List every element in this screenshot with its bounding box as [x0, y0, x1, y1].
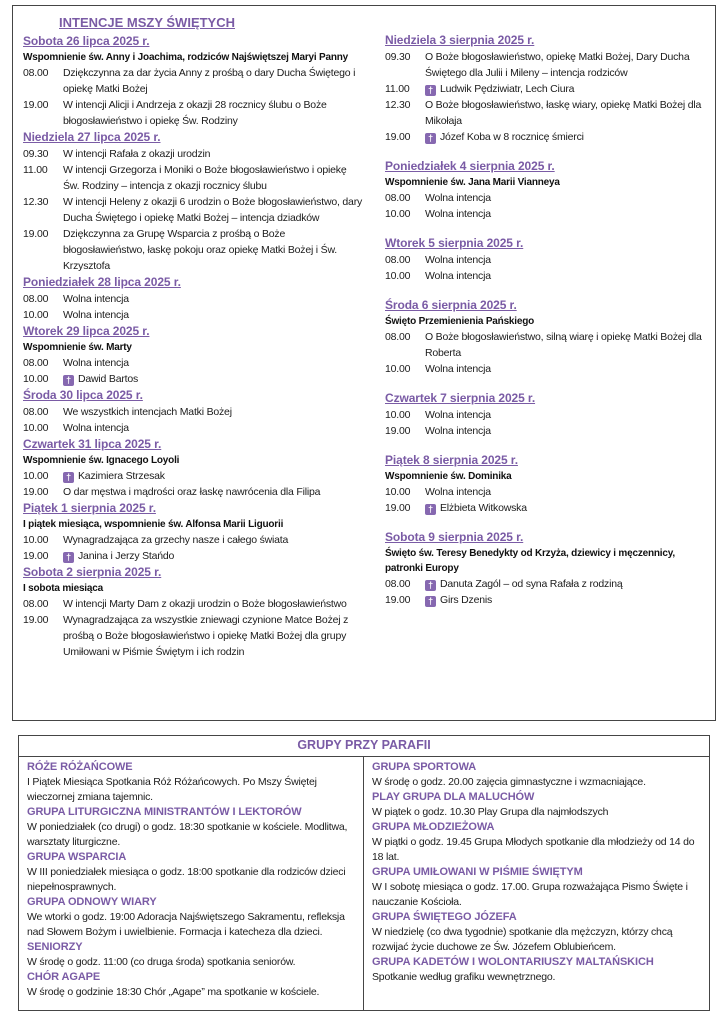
- intention-time: 19.00: [385, 502, 411, 514]
- intention-entry: [385, 484, 709, 500]
- intention-time: 09.30: [23, 148, 49, 160]
- intention-entry: [385, 206, 709, 222]
- intention-text: Wolna intencja: [63, 309, 129, 321]
- cross-icon: †: [425, 580, 436, 591]
- intention-text: Dziękczynna za dar życia Anny z prośbą o dary Ducha Świętego i opiekę Matki Bożej: [63, 67, 356, 95]
- day-section: [23, 274, 363, 323]
- day-date-heading: Poniedziałek 28 lipca 2025 r.: [23, 275, 181, 289]
- group-name: RÓŻE RÓŻAŃCOWE: [27, 761, 133, 773]
- intention-time: 08.00: [23, 293, 49, 305]
- intention-time: 12.30: [385, 99, 411, 111]
- intention-entry: [385, 190, 709, 206]
- intention-text: W intencji Rafała z okazji urodzin: [63, 148, 211, 160]
- intention-entry: [385, 361, 709, 377]
- intention-entry: [385, 129, 709, 145]
- group-description: W środę o godz. 20.00 zajęcia gimnastyczne i wzmacniające.: [372, 776, 646, 788]
- day-feast-note: Wspomnienie św. Dominika: [385, 471, 512, 482]
- intention-entry: [385, 97, 709, 129]
- intention-time: 19.00: [385, 425, 411, 437]
- intention-text: Wolna intencja: [425, 409, 491, 421]
- intention-text: O Boże błogosławieństwo, silną wiarę i opiekę Matki Bożej dla Roberta: [425, 331, 702, 359]
- intention-text: Wynagradzająca za grzechy nasze i całego świata: [63, 534, 289, 546]
- bulletin-page: [0, 5, 728, 1011]
- day-feast-note: Wspomnienie św. Ignacego Loyoli: [23, 455, 180, 466]
- group-description: Spotkanie według grafiku wewnętrznego.: [372, 971, 556, 983]
- group-name: GRUPA MŁODZIEŻOWA: [372, 821, 495, 833]
- intention-time: 19.00: [23, 486, 49, 498]
- cross-icon: †: [425, 596, 436, 607]
- day-date-heading: Piątek 1 sierpnia 2025 r.: [23, 501, 156, 515]
- intention-entry: [23, 596, 363, 612]
- intention-text: Wolna intencja: [425, 208, 491, 220]
- intention-time: 19.00: [385, 131, 411, 143]
- intention-text: † Girs Dzenis: [425, 592, 709, 608]
- day-feast-note: Święto Przemienienia Pańskiego: [385, 316, 535, 327]
- intention-time: 10.00: [385, 409, 411, 421]
- intention-time: 08.00: [385, 578, 411, 590]
- intentions-day-list-left: [23, 33, 363, 660]
- parish-groups-body: [19, 757, 709, 1010]
- intention-text: † Danuta Zagól – od syna Rafała z rodziną: [425, 576, 709, 592]
- group-description: W środę o godz. 11:00 (co druga środa) spotkania seniorów.: [27, 956, 296, 968]
- group-description: We wtorki o godz. 19:00 Adoracja Najświętszego Sakramentu, refleksja nad Słowem Bożym i uwielbienie. Formacja i katecheza dla dzieci.: [27, 911, 345, 938]
- intention-text: † Kazimiera Strzesak: [63, 468, 363, 484]
- cross-icon: †: [63, 472, 74, 483]
- intention-entry: [23, 307, 363, 323]
- intention-entry: [23, 65, 363, 97]
- intention-text: † Ludwik Pędziwiatr, Lech Ciura: [425, 81, 709, 97]
- intentions-column-left: [23, 12, 375, 720]
- day-date-heading: Czwartek 7 sierpnia 2025 r.: [385, 391, 536, 405]
- intentions-title: INTENCJE MSZY ŚWIĘTYCH: [59, 15, 236, 30]
- intention-time: 19.00: [23, 614, 49, 626]
- intention-time: 08.00: [385, 254, 411, 266]
- intention-text: W intencji Alicji i Andrzeja z okazji 28 rocznicy ślubu o Boże błogosławieństwo i opiekę Św. Rodziny: [63, 99, 327, 127]
- intention-time: 10.00: [385, 363, 411, 375]
- group-description: I Piątek Miesiąca Spotkania Róż Różańcowych. Po Mszy Świętej wieczornej zmiana tajemnic.: [27, 776, 317, 803]
- cross-icon: †: [63, 375, 74, 386]
- intention-time: 08.00: [385, 192, 411, 204]
- intention-entry: [385, 329, 709, 361]
- intention-entry: [23, 612, 363, 660]
- day-section: [385, 158, 709, 222]
- group-name: CHÓR AGAPE: [27, 971, 101, 983]
- intention-text: W intencji Heleny z okazji 6 urodzin o Boże błogosławieństwo, dary Ducha Świętego i opiekę Matki Bożej – intencja dziadków: [63, 196, 363, 224]
- day-section: [385, 529, 709, 608]
- group-description: W piątek o godz. 10.30 Play Grupa dla najmłodszych: [372, 806, 609, 818]
- group-name: GRUPA UMIŁOWANI W PIŚMIE ŚWIĘTYM: [372, 866, 583, 878]
- day-feast-note: I piątek miesiąca, wspomnienie św. Alfonsa Marii Liguorii: [23, 519, 284, 530]
- intention-entry: [23, 420, 363, 436]
- intention-time: 10.00: [385, 208, 411, 220]
- group-description: W niedzielę (co dwa tygodnie) spotkanie dla mężczyzn, którzy chcą rozwijać życie duchowe ze Św. Józefem Oblubieńcem.: [372, 926, 673, 953]
- intention-text: O Boże błogosławieństwo, opiekę Matki Bożej, Dary Ducha Świętego dla Julii i Mileny – intencja rodziców: [425, 51, 690, 79]
- day-date-heading: Poniedziałek 4 sierpnia 2025 r.: [385, 159, 555, 173]
- group-name: GRUPA LITURGICZNA MINISTRANTÓW I LEKTORÓW: [27, 806, 302, 818]
- group-name: SENIORZY: [27, 941, 83, 953]
- intention-entry: [385, 49, 709, 81]
- intention-entry: [23, 468, 363, 484]
- day-section: [23, 387, 363, 436]
- group-name: GRUPA ŚWIĘTEGO JÓZEFA: [372, 911, 517, 923]
- intention-time: 12.30: [23, 196, 49, 208]
- day-section: [23, 436, 363, 500]
- intention-time: 10.00: [23, 470, 49, 482]
- intention-text: Wynagradzająca za wszystkie zniewagi czynione Matce Bożej z prośbą o Boże błogosławieństwo i opiekę Matki Bożej dla grupy Umiłowani w Piśmie Świętym i ich rodzin: [63, 614, 349, 658]
- intention-time: 10.00: [385, 270, 411, 282]
- intention-text: Wolna intencja: [63, 357, 129, 369]
- day-feast-note: Wspomnienie św. Marty: [23, 342, 132, 353]
- day-date-heading: Wtorek 29 lipca 2025 r.: [23, 324, 150, 338]
- parish-groups-column-left: [19, 757, 364, 1010]
- intention-time: 11.00: [23, 164, 48, 176]
- intention-entry: [385, 500, 709, 516]
- intentions-day-list-right: [385, 32, 709, 608]
- mass-intentions-section: [12, 5, 716, 721]
- intention-time: 10.00: [385, 486, 411, 498]
- intention-entry: [385, 592, 709, 608]
- intention-text: Wolna intencja: [425, 270, 491, 282]
- intention-text: † Józef Koba w 8 rocznicę śmierci: [425, 129, 709, 145]
- intention-entry: [385, 268, 709, 284]
- intention-time: 10.00: [23, 422, 49, 434]
- intention-time: 10.00: [23, 309, 49, 321]
- cross-icon: †: [425, 85, 436, 96]
- intention-entry: [23, 371, 363, 387]
- group-name: GRUPA KADETÓW I WOLONTARIUSZY MALTAŃSKICH: [372, 956, 654, 968]
- day-date-heading: Niedziela 3 sierpnia 2025 r.: [385, 33, 535, 47]
- intention-entry: [23, 97, 363, 129]
- day-date-heading: Czwartek 31 lipca 2025 r.: [23, 437, 162, 451]
- group-name: GRUPA ODNOWY WIARY: [27, 896, 157, 908]
- intention-time: 08.00: [23, 406, 49, 418]
- intention-text: Wolna intencja: [63, 422, 129, 434]
- cross-icon: †: [425, 133, 436, 144]
- day-feast-note: Święto św. Teresy Benedykty od Krzyża, dziewicy i męczennicy, patronki Europy: [385, 548, 675, 574]
- intention-time: 11.00: [385, 83, 410, 95]
- intention-text: Wolna intencja: [425, 425, 491, 437]
- day-date-heading: Sobota 9 sierpnia 2025 r.: [385, 530, 524, 544]
- day-feast-note: I sobota miesiąca: [23, 583, 103, 594]
- intention-text: Wolna intencja: [63, 293, 129, 305]
- group-description: W środę o godzinie 18:30 Chór „Agape” ma spotkanie w kościele.: [27, 986, 320, 998]
- intention-entry: [23, 532, 363, 548]
- intention-entry: [23, 355, 363, 371]
- intention-entry: [23, 291, 363, 307]
- intention-entry: [385, 407, 709, 423]
- day-date-heading: Piątek 8 sierpnia 2025 r.: [385, 453, 518, 467]
- intention-entry: [385, 576, 709, 592]
- intention-text: We wszystkich intencjach Matki Bożej: [63, 406, 232, 418]
- day-section: [385, 452, 709, 516]
- day-date-heading: Niedziela 27 lipca 2025 r.: [23, 130, 161, 144]
- intention-time: 08.00: [23, 598, 49, 610]
- intention-entry: [23, 162, 363, 194]
- day-date-heading: Środa 6 sierpnia 2025 r.: [385, 298, 517, 312]
- day-section: [23, 33, 363, 129]
- intention-text: Dziękczynna za Grupę Wsparcia z prośbą o Boże błogosławieństwo, łaskę pokoju oraz opiekę Matki Bożej i Św. Krzysztofa: [63, 228, 337, 272]
- intention-entry: [385, 81, 709, 97]
- intention-time: 09.30: [385, 51, 411, 63]
- group-description: W piątki o godz. 19.45 Grupa Młodych spotkanie dla młodzieży od 14 do 18 lat.: [372, 836, 695, 863]
- intention-time: 19.00: [385, 594, 411, 606]
- intention-time: 19.00: [23, 550, 49, 562]
- intention-text: W intencji Marty Dam z okazji urodzin o Boże błogosławieństwo: [63, 598, 347, 610]
- intention-text: Wolna intencja: [425, 363, 491, 375]
- intention-time: 10.00: [23, 534, 49, 546]
- cross-icon: †: [425, 504, 436, 515]
- group-description: W I sobotę miesiąca o godz. 17.00. Grupa rozważająca Pismo Święte i nauczanie Kościoła.: [372, 881, 688, 908]
- day-date-heading: Wtorek 5 sierpnia 2025 r.: [385, 236, 524, 250]
- day-date-heading: Środa 30 lipca 2025 r.: [23, 388, 143, 402]
- intention-time: 19.00: [23, 228, 49, 240]
- day-section: [23, 323, 363, 387]
- intention-text: † Elżbieta Witkowska: [425, 500, 709, 516]
- intention-entry: [385, 252, 709, 268]
- day-feast-note: Wspomnienie św. Jana Marii Vianneya: [385, 177, 560, 188]
- intention-entry: [23, 146, 363, 162]
- day-section: [23, 564, 363, 660]
- cross-icon: †: [63, 552, 74, 563]
- parish-groups-column-right: [364, 757, 709, 1010]
- intention-entry: [23, 484, 363, 500]
- intentions-column-right: [375, 12, 709, 720]
- intention-entry: [23, 226, 363, 274]
- intention-text: Wolna intencja: [425, 254, 491, 266]
- intention-time: 19.00: [23, 99, 49, 111]
- day-section: [23, 500, 363, 564]
- intention-time: 08.00: [385, 331, 411, 343]
- group-description: W III poniedziałek miesiąca o godz. 18:00 spotkanie dla rodziców dzieci niepełnosprawnych.: [27, 866, 346, 893]
- group-name: PLAY GRUPA DLA MALUCHÓW: [372, 791, 535, 803]
- intention-text: † Dawid Bartos: [63, 371, 363, 387]
- intention-entry: [23, 404, 363, 420]
- intention-text: † Janina i Jerzy Stańdo: [63, 548, 363, 564]
- intention-text: Wolna intencja: [425, 192, 491, 204]
- intention-text: W intencji Grzegorza i Moniki o Boże błogosławieństwo i opiekę Św. Rodziny – intencja z okazji rocznicy ślubu: [63, 164, 347, 192]
- group-name: GRUPA SPORTOWA: [372, 761, 477, 773]
- day-section: [385, 297, 709, 377]
- group-name: GRUPA WSPARCIA: [27, 851, 127, 863]
- day-date-heading: Sobota 26 lipca 2025 r.: [23, 34, 150, 48]
- day-date-heading: Sobota 2 sierpnia 2025 r.: [23, 565, 162, 579]
- day-section: [385, 390, 709, 439]
- intention-time: 08.00: [23, 67, 49, 79]
- intention-text: O Boże błogosławieństwo, łaskę wiary, opiekę Matki Bożej dla Mikołaja: [425, 99, 702, 127]
- group-description: W poniedziałek (co drugi) o godz. 18:30 spotkanie w kościele. Modlitwa, warsztaty liturgiczne.: [27, 821, 348, 848]
- intention-time: 08.00: [23, 357, 49, 369]
- parish-groups-section: [18, 735, 710, 1011]
- day-feast-note: Wspomnienie św. Anny i Joachima, rodziców Najświętszej Maryi Panny: [23, 52, 349, 63]
- intention-text: O dar męstwa i mądrości oraz łaskę nawrócenia dla Filipa: [63, 486, 321, 498]
- intention-time: 10.00: [23, 373, 49, 385]
- intention-text: Wolna intencja: [425, 486, 491, 498]
- intention-entry: [23, 548, 363, 564]
- day-section: [23, 129, 363, 274]
- parish-groups-title: GRUPY PRZY PARAFII: [19, 736, 709, 757]
- intention-entry: [23, 194, 363, 226]
- day-section: [385, 32, 709, 145]
- day-section: [385, 235, 709, 284]
- intention-entry: [385, 423, 709, 439]
